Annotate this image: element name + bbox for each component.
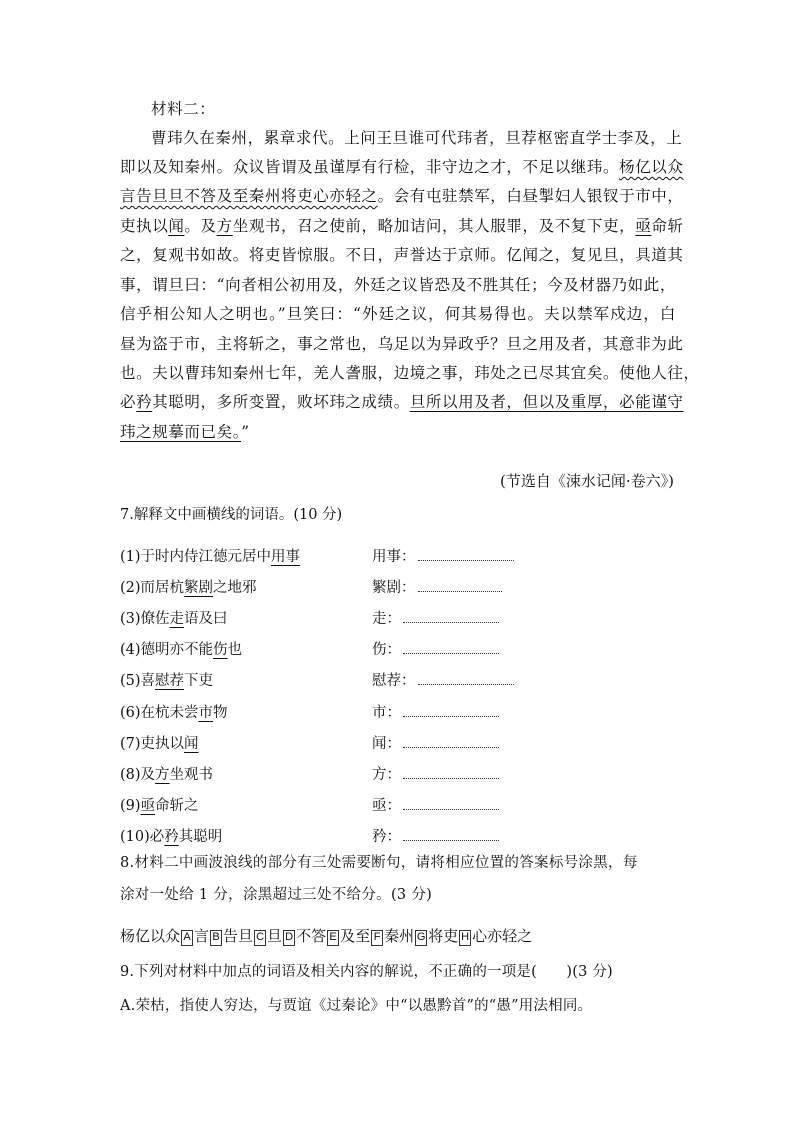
passage-text: 必 [120, 393, 137, 411]
break-marker-box[interactable]: A [181, 930, 193, 946]
q7-item-prompt [120, 608, 228, 630]
prompt-text: (8)及 [120, 767, 156, 783]
passage-text: 即以及知秦州。众议皆谓及虽谨厚有行检，非守边之才，不足以继玮。 [120, 158, 620, 176]
passage-line-2 [120, 157, 684, 177]
break-marker-box[interactable]: C [254, 930, 266, 946]
dotted-answer-line[interactable] [418, 577, 502, 592]
q8-line-1: 8.材料二中画波浪线的部分有三处需要断句，请将相应位置的答案标号涂黑，每 [120, 855, 638, 871]
q7-item [120, 764, 680, 786]
q7-item-prompt [120, 764, 213, 786]
break-marker-box[interactable]: D [283, 930, 295, 946]
answer-label: 用事： [372, 549, 416, 565]
dotted-answer-line[interactable] [403, 795, 499, 810]
answer-label: 矜： [372, 829, 401, 845]
dotted-answer-line[interactable] [403, 608, 499, 623]
dotted-answer-line[interactable] [403, 764, 499, 779]
underlined-word: 闻 [168, 217, 185, 235]
q7-item [120, 826, 680, 848]
sentence-segment: 告旦 [223, 927, 254, 945]
prompt-text: (3)僚佐 [120, 611, 170, 627]
dotted-answer-line[interactable] [403, 733, 499, 748]
passage-text: 。会有屯驻禁军，白昼掣妇人银钗于市中， [377, 187, 684, 205]
q7-item-prompt [120, 702, 228, 724]
q7-item [120, 639, 680, 661]
q7-answer-blank[interactable] [372, 795, 499, 817]
passage-line-8: 昼为盗于市，主将斩之，事之常也，乌足以为异政乎？旦之用及者，其意非为此 [120, 335, 684, 353]
q7-answer-blank[interactable] [372, 702, 499, 724]
q7-item [120, 670, 680, 692]
passage-line-9: 也。夫以曹玮知秦州七年，羌人詟服，边境之事，玮处之已尽其宜矣。使他人往， [120, 364, 700, 382]
passage-text: 命斩 [651, 217, 684, 235]
underlined-word: 方 [155, 767, 170, 783]
q7-answer-blank[interactable] [372, 608, 499, 630]
q7-item [120, 733, 680, 755]
q7-answer-blank[interactable] [372, 639, 499, 661]
answer-label: 繁剧： [372, 580, 416, 596]
break-marker-box[interactable]: F [371, 930, 383, 946]
answer-label: 伤： [372, 642, 401, 658]
dotted-answer-line[interactable] [403, 702, 499, 717]
q9-title: 9.下列对材料中加点的词语及相关内容的解说，不正确的一项是( )(3 分) [120, 964, 613, 980]
q7-answer-blank[interactable] [372, 764, 499, 786]
underlined-word: 矜 [164, 829, 179, 845]
q7-item [120, 795, 680, 817]
prompt-text: (4)德明亦不能 [120, 642, 214, 658]
sentence-segment: 旦 [267, 927, 283, 945]
source-citation: (节选自《涑水记闻·卷六》) [500, 472, 674, 490]
passage-line-6: 事，谓旦曰：“向者相公初用及，外廷之议皆恐及不胜其任；今及材器乃如此， [120, 276, 676, 294]
prompt-text: 其聪明 [178, 829, 223, 845]
prompt-text: 之地邪 [213, 580, 257, 596]
sentence-segment: 言 [194, 927, 210, 945]
sentence-segment: 将吏 [428, 927, 459, 945]
underlined-word: 伤 [213, 642, 228, 658]
underlined-word: 方 [216, 217, 233, 235]
underlined-word: 市 [198, 705, 214, 721]
underlined-sentence: 玮之规摹而已矣。 [120, 423, 242, 441]
passage-line-3 [120, 186, 684, 206]
underlined-word: 慰荐 [155, 673, 185, 689]
q7-item [120, 546, 680, 568]
underlined-word: 用事 [271, 549, 301, 565]
q7-answer-blank[interactable] [372, 733, 499, 755]
q7-item-prompt [120, 546, 300, 568]
underlined-word: 亟 [635, 217, 652, 235]
q7-item-prompt [120, 826, 222, 848]
q7-answer-blank[interactable] [372, 826, 499, 848]
prompt-text: (1)于时内侍江德元居中 [120, 549, 272, 565]
underlined-word: 亟 [140, 798, 156, 814]
q7-answer-blank[interactable] [372, 577, 502, 599]
dotted-answer-line[interactable] [403, 826, 499, 841]
answer-label: 走： [372, 611, 401, 627]
wavy-segment: 言告旦旦不答及至秦州将吏心亦轻之 [120, 187, 378, 205]
passage-line-11 [120, 422, 676, 442]
sentence-segment: 不答 [296, 927, 327, 945]
passage-line-1: 曹玮久在秦州，累章求代。上问王旦谁可代玮者，旦荐枢密直学士李及，上 [151, 129, 683, 147]
passage-line-5: 之，复观书如故。将吏皆惊服。不日，声誉达于京师。亿闻之，复见旦，具道其 [120, 246, 684, 264]
answer-label: 方： [372, 767, 401, 783]
prompt-text: 下吏 [184, 673, 214, 689]
q9-option-a: A.荣枯，指使人穷达，与贾谊《过秦论》中“以愚黔首”的“愚”用法相同。 [120, 998, 593, 1014]
prompt-text: (10)必 [120, 829, 165, 845]
sentence-segment: 心亦轻之 [472, 927, 533, 945]
dotted-answer-line[interactable] [418, 546, 514, 561]
q7-item [120, 608, 680, 630]
q7-item-prompt [120, 639, 242, 661]
break-marker-box[interactable]: G [415, 930, 427, 946]
q8-line-2: 涂对一处给 1 分，涂黑超过三处不给分。(3 分) [120, 887, 433, 903]
answer-label: 亟： [372, 798, 401, 814]
prompt-text: 命斩之 [155, 798, 199, 814]
dotted-answer-line[interactable] [403, 639, 499, 654]
passage-text: 坐观书，召之使前，略加诘问，其人服罪，及不复下吏， [232, 217, 636, 235]
sentence-segment: 秦州 [384, 927, 415, 945]
answer-label: 市： [372, 705, 401, 721]
passage-line-7: 信乎相公知人之明也。”旦笑曰：“外廷之议，何其易得也。夫以禁军戍边，白 [120, 305, 676, 323]
sentence-segment: 杨亿以众 [120, 927, 181, 945]
q7-item-prompt [120, 670, 213, 692]
prompt-text: (2)而居杭 [120, 580, 185, 596]
q7-item-prompt [120, 733, 199, 755]
underlined-word: 闻 [184, 736, 199, 752]
wavy-segment: 杨亿以众 [619, 158, 684, 176]
q7-item [120, 702, 680, 724]
q7-title: 7.解释文中画横线的词语。(10 分) [120, 507, 343, 523]
passage-line-10 [120, 392, 684, 412]
dotted-answer-line[interactable] [418, 670, 514, 685]
prompt-text: 坐观书 [169, 767, 214, 783]
passage-text: 。及 [184, 217, 217, 235]
q7-answer-blank[interactable] [372, 546, 514, 568]
sentence-segment: 及至 [340, 927, 371, 945]
prompt-text: 语及曰 [184, 611, 228, 627]
prompt-text: (5)喜 [120, 673, 156, 689]
break-marker-box[interactable]: E [327, 930, 339, 946]
q7-answer-blank[interactable] [372, 670, 514, 692]
answer-label: 闻： [372, 736, 401, 752]
answer-label: 慰荐： [372, 673, 416, 689]
prompt-text: 也 [227, 642, 243, 658]
prompt-text: (7)吏执以 [120, 736, 185, 752]
underlined-word: 矜 [136, 393, 153, 411]
passage-line-4 [120, 216, 684, 236]
material-heading: 材料二： [151, 100, 216, 118]
q7-item [120, 577, 680, 599]
break-marker-box[interactable]: B [210, 930, 222, 946]
passage-text: ” [241, 423, 250, 441]
underlined-word: 繁剧 [184, 580, 214, 596]
underlined-word: 走 [169, 611, 185, 627]
passage-text: 其聪明，多所变置，败坏玮之成绩。 [152, 393, 410, 411]
passage-text: 吏执以 [120, 217, 169, 235]
prompt-text: (9) [120, 798, 141, 814]
prompt-text: (6)在杭未尝 [120, 705, 199, 721]
break-marker-box[interactable]: H [459, 930, 471, 946]
prompt-text: 物 [213, 705, 228, 721]
q7-item-prompt [120, 577, 257, 599]
underlined-sentence: 旦所以用及者，但以及重厚，必能谨守 [409, 393, 684, 411]
q8-answer-sentence [120, 926, 676, 946]
q7-item-prompt [120, 795, 199, 817]
